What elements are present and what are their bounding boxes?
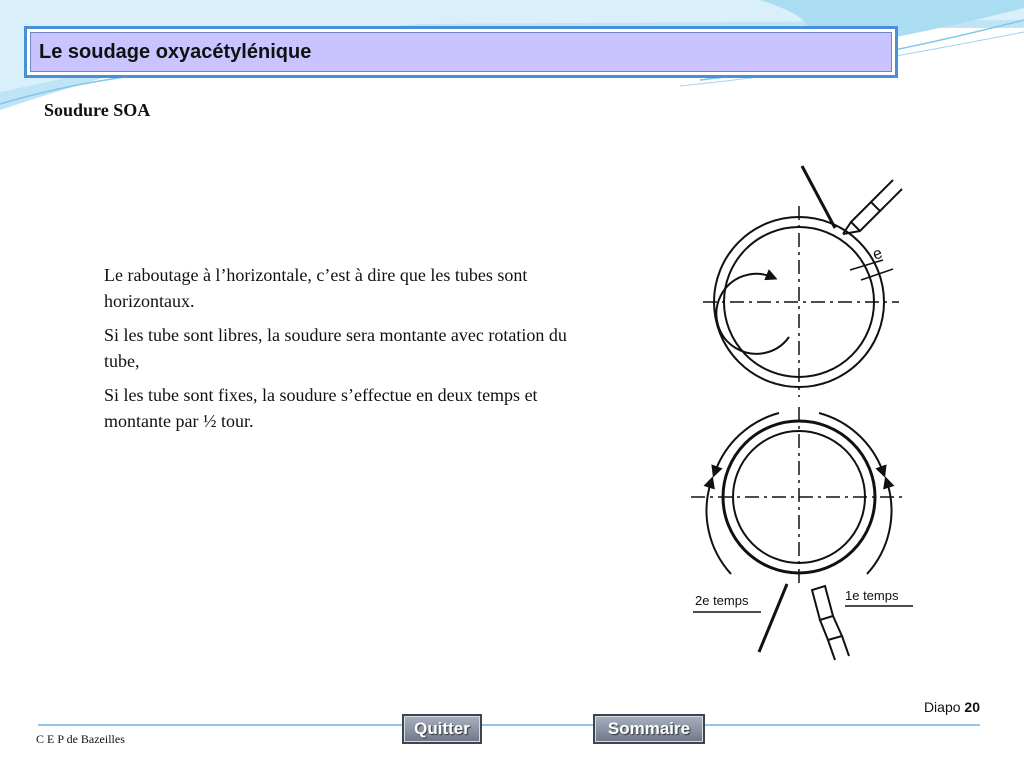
footer-divider <box>38 724 980 726</box>
label-first-step: 1e temps <box>845 588 899 603</box>
section-subtitle: Soudure SOA <box>44 100 151 120</box>
paragraph-3: Si les tube sont fixes, la soudure s’effectue en deux temps et montante par ½ tour. <box>104 385 538 432</box>
body-text <box>104 262 604 443</box>
paragraph-2: Si les tube sont libres, la soudure sera montante avec rotation du tube, <box>104 325 567 372</box>
label-second-step: 2e temps <box>695 593 749 608</box>
page-title: Le soudage oxyacétylénique <box>39 40 312 63</box>
paragraph-1: Le raboutage à l’horizontale, c’est à dire que les tubes sont horizontaux. <box>104 265 528 312</box>
diagram-background <box>637 142 955 668</box>
slide-number-value: 20 <box>964 699 980 715</box>
title-inner <box>30 32 892 72</box>
quit-button[interactable]: Quitter <box>402 714 482 744</box>
label-e: e <box>870 244 885 264</box>
slide-number <box>924 699 980 715</box>
footer-organization: C E P de Bazeilles <box>36 732 125 746</box>
slide-label: Diapo <box>923 699 961 715</box>
title-box <box>24 26 898 78</box>
summary-button[interactable]: Sommaire <box>593 714 705 744</box>
welding-diagram <box>637 142 955 668</box>
